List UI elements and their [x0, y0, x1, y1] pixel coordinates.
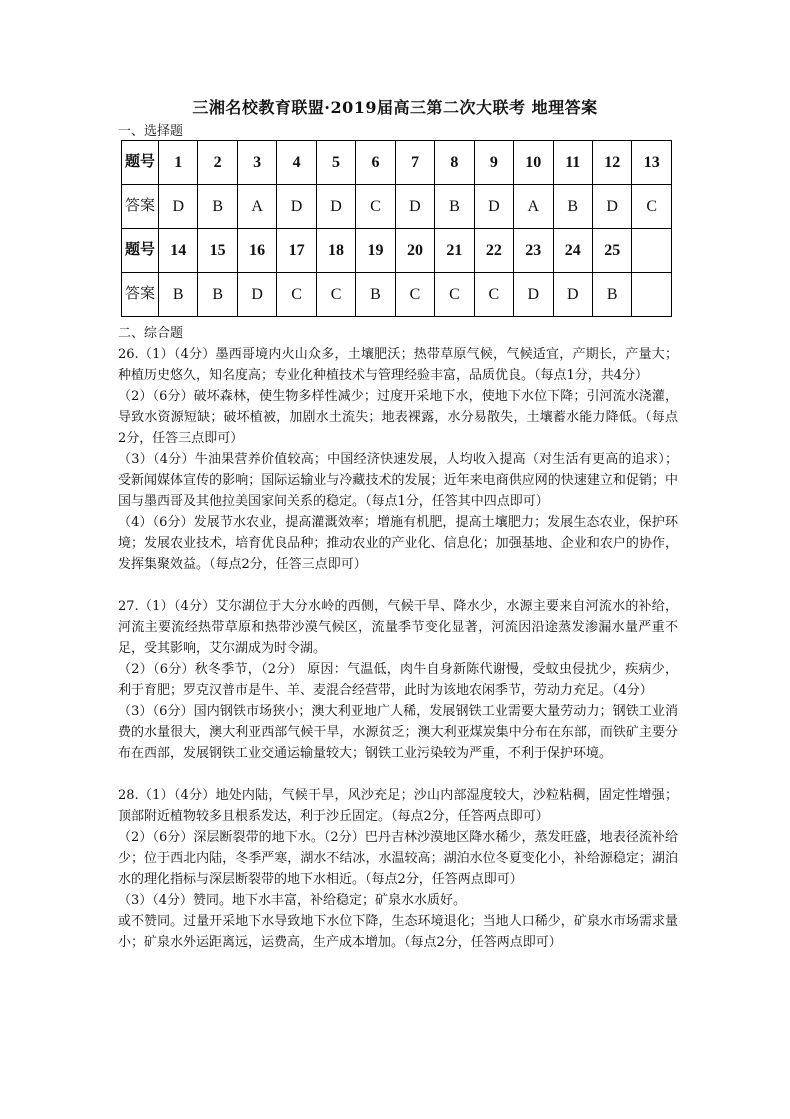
- answer-cell: D: [316, 185, 355, 229]
- answer-cell: B: [356, 273, 395, 317]
- table-row-numbers-2: [122, 229, 672, 273]
- question-number: 3: [237, 141, 276, 185]
- answer-cell: D: [159, 185, 198, 229]
- spacer: [118, 764, 678, 785]
- answer-paragraph-28-1: 28.（1）（4分）地处内陆，气候干旱，风沙充足；沙山内部湿度较大，沙粒粘稠，固定性增强；顶部附近植物较多且根系发达，利于沙丘固定。（每点2分，任答两点即可）: [118, 788, 678, 824]
- answer-paragraph-28-4: 或不赞同。过量开采地下水导致地下水位下降，生态环境退化；当地人口稀少，矿泉水市场需求量小；矿泉水外运距离远，运费高，生产成本增加。（每点2分，任答两点即可）: [118, 914, 678, 950]
- question-number: 23: [514, 229, 553, 273]
- answer-cell: D: [277, 185, 316, 229]
- answer-cell: B: [435, 185, 474, 229]
- question-number: 4: [277, 141, 316, 185]
- table-row-answers-2: [122, 273, 672, 317]
- question-number: 13: [632, 141, 672, 185]
- answer-cell: B: [159, 273, 198, 317]
- answer-paragraph-28-2: （2）（6分）深层断裂带的地下水。（2分）巴丹吉林沙漠地区降水稀少，蒸发旺盛，地表径流补给少；位于西北内陆，冬季严寒，湖水不结冰，水温较高；湖泊水位冬夏变化小，补给源稳定；湖泊水的理化指标与深层断裂带的地下水相近。（每点2分，任答两点即可）: [118, 830, 678, 887]
- section-heading-comprehensive: 二、综合题: [118, 326, 184, 341]
- question-number: 19: [356, 229, 395, 273]
- answer-cell: C: [474, 273, 513, 317]
- answer-paragraph-26-3: （3）（4分）牛油果营养价值较高；中国经济快速发展，人均收入提高（对生活有更高的追求）；受新闻媒体宣传的影响；国际运输业与冷藏技术的发展；近年来电商供应网的快速建立和促销；中国与墨西哥及其他拉美国家间关系的稳定。（每点1分，任答其中四点即可）: [118, 452, 678, 509]
- question-number: 16: [237, 229, 276, 273]
- answer-cell: C: [356, 185, 395, 229]
- answer-paragraph-27-2: （2）（6分）秋冬季节，（2分） 原因：气温低，肉牛自身新陈代谢慢，受蚊虫侵扰少，疾病少，利于育肥；罗克汉普市是牛、羊、麦混合经营带，此时为该地农闲季节，劳动力充足。（4分）: [118, 662, 678, 698]
- table-row-numbers-1: [122, 141, 672, 185]
- question-number: 7: [395, 141, 434, 185]
- row-label-answer: 答案: [122, 273, 159, 317]
- answer-cell: B: [592, 273, 631, 317]
- answer-paragraph-27-1: 27.（1）（4分）艾尔湖位于大分水岭的西侧，气候干旱、降水少，水源主要来自河流水的补给，河流主要流经热带草原和热带沙漠气候区，流量季节变化显著，河流因沿途蒸发渗漏水量严重不足，受其影响，艾尔湖成为时令湖。: [118, 599, 678, 656]
- answer-cell: B: [198, 273, 237, 317]
- question-number: 1: [159, 141, 198, 185]
- question-number: 12: [592, 141, 631, 185]
- question-number: 5: [316, 141, 355, 185]
- question-number: 11: [553, 141, 592, 185]
- answer-paragraph-28-3: （3）（4分）赞同。地下水丰富，补给稳定；矿泉水水质好。: [118, 893, 467, 908]
- row-label-answer: 答案: [122, 185, 159, 229]
- section-heading-choice: 一、选择题: [118, 124, 184, 139]
- answer-cell: D: [237, 273, 276, 317]
- answer-cell: A: [237, 185, 276, 229]
- answer-cell: D: [592, 185, 631, 229]
- question-number: 21: [435, 229, 474, 273]
- answer-cell: D: [553, 273, 592, 317]
- question-number: 17: [277, 229, 316, 273]
- answer-cell: D: [514, 273, 553, 317]
- question-number: 22: [474, 229, 513, 273]
- question-number: 20: [395, 229, 434, 273]
- answer-paragraph-26-4: （4）（6分）发展节水农业，提高灌溉效率；增施有机肥，提高土壤肥力；发展生态农业，保护环境；发展农业技术，培育优良品种；推动农业的产业化、信息化；加强基地、企业和农户的协作，发挥集聚效益。（每点2分，任答三点即可）: [118, 515, 678, 572]
- answer-cell: C: [395, 273, 434, 317]
- answer-cell: D: [474, 185, 513, 229]
- answer-cell: C: [316, 273, 355, 317]
- answer-cell: C: [277, 273, 316, 317]
- question-number: 6: [356, 141, 395, 185]
- answer-content: [118, 344, 678, 953]
- question-number: 15: [198, 229, 237, 273]
- answer-table: [121, 140, 672, 317]
- answer-cell: C: [632, 185, 672, 229]
- answer-cell: C: [435, 273, 474, 317]
- answer-paragraph-26-1: 26.（1）（4分）墨西哥境内火山众多，土壤肥沃；热带草原气候，气候适宜，产期长，产量大；种植历史悠久，知名度高；专业化种植技术与管理经验丰富，品质优良。（每点1分，共4分）: [118, 347, 678, 383]
- row-label-number: 题号: [122, 229, 159, 273]
- question-number: 9: [474, 141, 513, 185]
- spacer: [118, 575, 678, 596]
- question-number: 18: [316, 229, 355, 273]
- answer-cell: B: [198, 185, 237, 229]
- question-number: 8: [435, 141, 474, 185]
- answer-paragraph-27-3: （3）（6分）国内钢铁市场狭小；澳大利亚地广人稀，发展钢铁工业需要大量劳动力；钢铁工业消费的水量很大，澳大利亚西部气候干旱，水源贫乏；澳大利亚煤炭集中分布在东部，而铁矿主要分布在西部，发展钢铁工业交通运输量较大；钢铁工业污染较为严重，不利于保护环境。: [118, 704, 678, 761]
- answer-cell: B: [553, 185, 592, 229]
- answer-paragraph-26-2: （2）（6分）破坏森林，使生物多样性减少；过度开采地下水，使地下水位下降；引河流水浇灌，导致水资源短缺；破坏植被，加剧水土流失；地表裸露，水分易散失，土壤蓄水能力降低。（每点2分，任答三点即可）: [118, 389, 678, 446]
- table-row-answers-1: [122, 185, 672, 229]
- question-number: 25: [592, 229, 631, 273]
- empty-cell: [632, 229, 672, 273]
- question-number: 10: [514, 141, 553, 185]
- question-number: 24: [553, 229, 592, 273]
- row-label-number: 题号: [122, 141, 159, 185]
- question-number: 14: [159, 229, 198, 273]
- answer-cell: D: [395, 185, 434, 229]
- page-title: 三湘名校教育联盟·2019届高三第二次大联考 地理答案: [192, 98, 598, 117]
- question-number: 2: [198, 141, 237, 185]
- empty-cell: [632, 273, 672, 317]
- answer-cell: A: [514, 185, 553, 229]
